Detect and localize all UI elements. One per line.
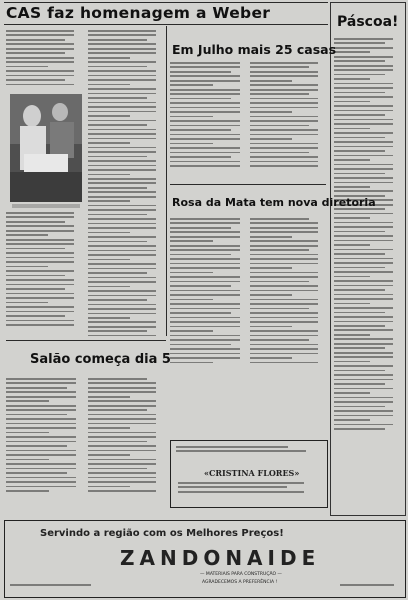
julho-headline: Em Julho mais 25 casas: [172, 42, 337, 57]
col1-text-top: [6, 30, 82, 94]
zandonaide-address: [10, 584, 100, 590]
zandonaide-line2: AGRADECEMOS A PREFERÊNCIA !: [202, 580, 278, 585]
photo-image: [10, 94, 82, 202]
headline-rule: [4, 24, 328, 25]
col2-text: [88, 30, 164, 336]
rosa-headline: Rosa da Mata tem nova diretoria: [172, 196, 376, 209]
cristina-ad-top-text: [176, 446, 320, 456]
salao-col-a: [6, 378, 84, 508]
rosa-col-b: [250, 218, 326, 380]
column-rule: [166, 26, 167, 336]
news-photo: [10, 94, 82, 202]
sidebar-text: [334, 38, 400, 508]
photo-caption: [12, 204, 80, 208]
zandonaide-slogan: Servindo a região com os Melhores Preços!: [40, 528, 284, 539]
cristina-ad-bottom-text: [178, 482, 318, 502]
col1-text-bottom: [6, 212, 82, 332]
julho-col-a: [170, 62, 248, 182]
rosa-col-a: [170, 218, 248, 380]
zandonaide-contact: [340, 584, 400, 590]
cristina-ad-name: «CRISTINA FLORES»: [204, 468, 300, 478]
salao-headline: Salão começa dia 5: [30, 352, 171, 367]
top-rule: [4, 2, 328, 3]
salao-rule: [6, 340, 166, 341]
zandonaide-line1: — MATERIAIS PARA CONSTRUÇÃO —: [200, 572, 282, 577]
julho-col-b: [250, 62, 326, 182]
zandonaide-name: ZANDONAIDE: [120, 546, 321, 570]
julho-rule: [170, 184, 326, 185]
main-headline: CAS faz homenagem a Weber: [6, 4, 271, 22]
salao-col-b: [88, 378, 164, 508]
sidebar-title: Páscoa!: [337, 14, 399, 30]
